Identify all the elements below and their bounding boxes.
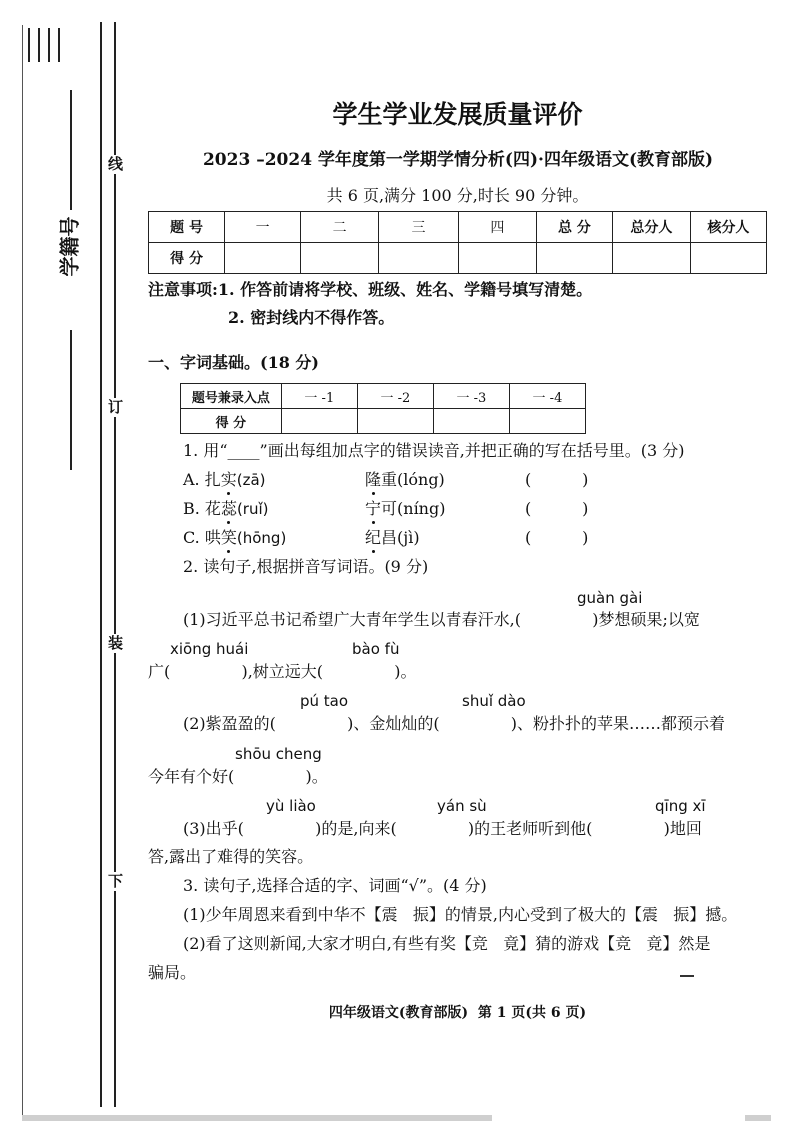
answer-paren[interactable]: ( )	[525, 499, 589, 518]
section-1-score-table	[180, 383, 586, 434]
seal-char-zhuang: 装	[108, 634, 124, 652]
section-1-score-header: 一 -4	[509, 384, 585, 409]
dotted-char: 实	[220, 470, 237, 489]
id-underline	[70, 90, 72, 210]
score-table-header: 核分人	[690, 212, 766, 243]
exam-subtitle: 2023 –2024 学年度第一学期学情分析(四)·四年级语文(教育部版)	[202, 150, 714, 170]
pinyin-hint: yù liào	[266, 797, 316, 815]
q2-para-3-line-1: (3)出乎( )的是,向来( )的王老师听到他( )地回	[183, 819, 702, 838]
section-1-score-header-row	[181, 384, 586, 409]
score-cell[interactable]	[225, 243, 301, 274]
q1-pinyin: (hōng)	[236, 529, 287, 547]
pinyin-hint: guàn gài	[577, 589, 643, 607]
score-table-header: 总 分	[536, 212, 612, 243]
score-table	[148, 211, 767, 274]
q2-para-3-line-2: 答,露出了难得的笑容。	[148, 847, 314, 866]
pinyin-hint: shōu cheng	[235, 745, 322, 763]
q2-para-1-line-1: (1)习近平总书记希望广大青年学生以青春汗水,( )梦想硕果;以宽	[183, 610, 700, 629]
scan-edge	[22, 1115, 492, 1121]
student-id-label: 学籍号	[57, 216, 82, 277]
pinyin-hint: qīng xī	[655, 797, 706, 815]
tick-mark	[58, 28, 60, 62]
q1-option-text: 昌(jì)	[381, 528, 420, 547]
q3-line-2: (2)看了这则新闻,大家才明白,有些有奖【竞 竟】猜的游戏【竞 竟】然是	[183, 934, 711, 953]
q1-row-a-second	[365, 472, 445, 488]
score-table-header: 二	[301, 212, 379, 243]
dotted-char: 隆	[365, 470, 382, 489]
q1-option-text: 重(lóng)	[381, 470, 445, 489]
score-table-header-row	[149, 212, 767, 243]
score-cell[interactable]	[379, 243, 459, 274]
seal-char-xia: 下	[108, 872, 124, 890]
q3-line-3: 骗局。	[148, 963, 197, 982]
score-table-header: 总分人	[612, 212, 690, 243]
answer-paren[interactable]: ( )	[525, 470, 589, 489]
q2-para-1-line-2: 广( ),树立远大( )。	[148, 662, 417, 681]
exam-info: 共 6 页,满分 100 分,时长 90 分钟。	[326, 186, 589, 205]
score-table-header: 四	[458, 212, 536, 243]
pinyin-hint: pú tao	[300, 692, 349, 710]
tick-mark	[38, 28, 40, 62]
page-title: 学生学业发展质量评价	[332, 100, 583, 129]
seal-line	[100, 22, 102, 1107]
stray-mark	[680, 975, 694, 977]
page-edge-line	[22, 25, 23, 1120]
section-1-title: 一、字词基础。(18 分)	[148, 353, 319, 372]
q2-prompt: 2. 读句子,根据拼音写词语。(9 分)	[183, 557, 429, 576]
score-cell[interactable]	[357, 409, 433, 434]
seal-char-ding: 订	[108, 398, 124, 416]
seal-line-inner	[114, 22, 116, 1107]
section-1-score-header: 一 -2	[357, 384, 433, 409]
answer-paren[interactable]: ( )	[525, 528, 589, 547]
q3-prompt: 3. 读句子,选择合适的字、词画“√”。(4 分)	[183, 876, 487, 895]
q1-option-text: A. 扎	[183, 470, 221, 489]
q1-row-a	[183, 472, 266, 488]
q2-para-2-line-1: (2)紫盈盈的( )、金灿灿的( )、粉扑扑的苹果……都预示着	[183, 714, 726, 733]
q1-row-b-second	[365, 501, 445, 517]
page-footer: 四年级语文(教育部版) 第 1 页(共 6 页)	[328, 1005, 587, 1021]
pinyin-hint: yán sù	[437, 797, 487, 815]
q3-line-1: (1)少年周恩来看到中华不【震 振】的情景,内心受到了极大的【震 振】撼。	[183, 905, 738, 924]
score-cell[interactable]	[690, 243, 766, 274]
pinyin-hint: bào fù	[352, 640, 400, 658]
pinyin-hint: xiōng huái	[170, 640, 249, 658]
q1-row-c-second	[365, 530, 420, 546]
section-1-score-header: 题号兼录入点	[181, 384, 282, 409]
score-cell[interactable]	[509, 409, 585, 434]
tick-mark	[28, 28, 30, 62]
q1-pinyin: (zā)	[236, 471, 266, 489]
score-cell[interactable]	[536, 243, 612, 274]
tick-mark	[48, 28, 50, 62]
dotted-char: 蕊	[220, 499, 237, 518]
q1-option-text: B. 花	[183, 499, 221, 518]
section-1-score-label: 得 分	[181, 409, 282, 434]
score-cell[interactable]	[281, 409, 357, 434]
q1-row-b	[183, 501, 269, 517]
q1-pinyin: (ruǐ)	[236, 500, 269, 518]
score-cell[interactable]	[458, 243, 536, 274]
score-table-header: 题 号	[149, 212, 225, 243]
dotted-char: 笑	[220, 528, 237, 547]
scan-edge	[745, 1115, 771, 1121]
score-table-row	[149, 243, 767, 274]
id-underline	[70, 330, 72, 470]
section-1-score-header: 一 -3	[433, 384, 509, 409]
notice-line-1: 注意事项:1. 作答前请将学校、班级、姓名、学籍号填写清楚。	[148, 280, 593, 299]
score-cell[interactable]	[433, 409, 509, 434]
q2-para-2-line-2: 今年有个好( )。	[148, 767, 328, 786]
q1-row-c	[183, 530, 286, 546]
q1-option-text: 可(níng)	[381, 499, 446, 518]
q1-option-text: C. 哄	[183, 528, 221, 547]
score-table-header: 三	[379, 212, 459, 243]
section-1-score-header: 一 -1	[281, 384, 357, 409]
pinyin-hint: shuǐ dào	[462, 692, 526, 710]
q1-prompt: 1. 用“____”画出每组加点字的错误读音,并把正确的写在括号里。(3 分)	[183, 441, 685, 460]
score-cell[interactable]	[301, 243, 379, 274]
section-1-score-row	[181, 409, 586, 434]
seal-char-xian: 线	[108, 155, 124, 173]
dotted-char: 宁	[365, 499, 382, 518]
score-table-header: 一	[225, 212, 301, 243]
score-row-label: 得 分	[149, 243, 225, 274]
dotted-char: 纪	[365, 528, 382, 547]
score-cell[interactable]	[612, 243, 690, 274]
notice-line-2: 2. 密封线内不得作答。	[228, 308, 395, 327]
